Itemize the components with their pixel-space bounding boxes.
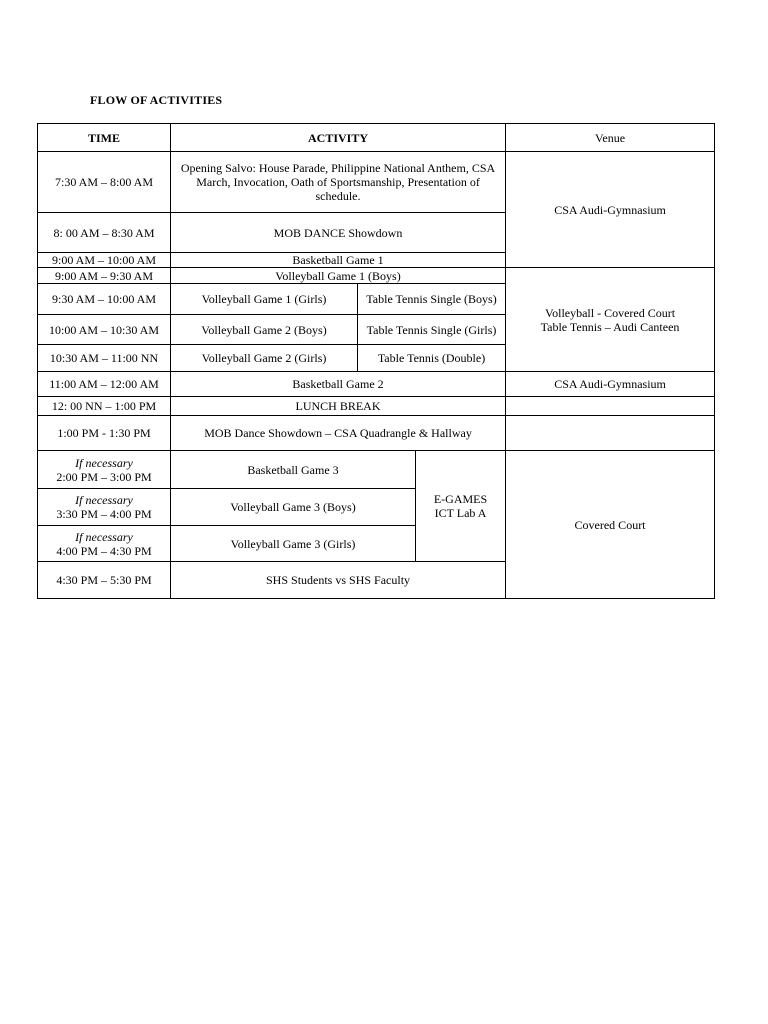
time-value: 3:30 PM – 4:00 PM: [56, 507, 152, 521]
venue-cell-empty: [506, 397, 715, 416]
activity-cell: Volleyball Game 2 (Boys): [171, 315, 358, 345]
table-row: [38, 152, 715, 213]
table-row: [38, 268, 715, 284]
activity-cell: Volleyball Game 2 (Girls): [171, 345, 358, 372]
venue-cell: Covered Court: [506, 451, 715, 599]
activity-cell: Basketball Game 1: [171, 253, 506, 268]
time-cell: 8: 00 AM – 8:30 AM: [38, 213, 171, 253]
conditional-note: If necessary: [75, 455, 133, 470]
activity-cell: Basketball Game 2: [171, 372, 506, 397]
time-cell: 10:30 AM – 11:00 NN: [38, 345, 171, 372]
venue-cell-empty: [506, 416, 715, 451]
activity-cell-secondary: Table Tennis (Double): [358, 345, 506, 372]
header-time: TIME: [38, 124, 171, 152]
time-cell: 9:00 AM – 10:00 AM: [38, 253, 171, 268]
time-cell: [38, 526, 171, 562]
page-title: FLOW OF ACTIVITIES: [90, 93, 223, 107]
header-activity: ACTIVITY: [171, 124, 506, 152]
activity-cell-secondary: Table Tennis Single (Girls): [358, 315, 506, 345]
activity-cell: Volleyball Game 3 (Boys): [171, 489, 416, 526]
venue-line: Table Tennis – Audi Canteen: [540, 319, 680, 334]
time-cell: [38, 489, 171, 526]
table-row: [38, 451, 715, 489]
egames-label: E-GAMES: [433, 492, 488, 506]
conditional-note: If necessary: [75, 529, 133, 544]
time-cell: 11:00 AM – 12:00 AM: [38, 372, 171, 397]
activity-cell: Volleyball Game 1 (Girls): [171, 284, 358, 315]
activity-cell: MOB Dance Showdown – CSA Quadrangle & Hallway: [171, 416, 506, 451]
activity-cell: Volleyball Game 1 (Boys): [171, 268, 506, 284]
venue-cell: CSA Audi-Gymnasium: [506, 152, 715, 268]
header-venue: Venue: [506, 124, 715, 152]
activity-cell: LUNCH BREAK: [171, 397, 506, 416]
table-row: [38, 416, 715, 451]
activity-cell: Volleyball Game 3 (Girls): [171, 526, 416, 562]
time-cell: 1:00 PM - 1:30 PM: [38, 416, 171, 451]
time-cell: 9:30 AM – 10:00 AM: [38, 284, 171, 315]
time-cell: 4:30 PM – 5:30 PM: [38, 562, 171, 599]
venue-line: Volleyball - Covered Court: [544, 305, 676, 320]
time-cell: 7:30 AM – 8:00 AM: [38, 152, 171, 213]
activity-cell-secondary: Table Tennis Single (Boys): [358, 284, 506, 315]
time-cell: [38, 451, 171, 489]
activity-cell: Basketball Game 3: [171, 451, 416, 489]
time-cell: 10:00 AM – 10:30 AM: [38, 315, 171, 345]
activity-cell: SHS Students vs SHS Faculty: [171, 562, 506, 599]
activity-cell: Opening Salvo: House Parade, Philippine National Anthem, CSA March, Invocation, Oath of Sportsmanship, Presentation of schedule.: [171, 152, 506, 213]
table-row: [38, 372, 715, 397]
egames-venue: ICT Lab A: [434, 506, 487, 520]
venue-cell: [506, 268, 715, 372]
activity-cell: MOB DANCE Showdown: [171, 213, 506, 253]
table-row: [38, 397, 715, 416]
time-value: 2:00 PM – 3:00 PM: [56, 469, 152, 484]
schedule-table: [37, 123, 715, 599]
time-value: 4:00 PM – 4:30 PM: [56, 543, 152, 558]
conditional-note: If necessary: [75, 493, 133, 507]
egames-cell: [416, 451, 506, 562]
time-cell: 9:00 AM – 9:30 AM: [38, 268, 171, 284]
table-header-row: [38, 124, 715, 152]
time-cell: 12: 00 NN – 1:00 PM: [38, 397, 171, 416]
venue-cell: CSA Audi-Gymnasium: [506, 372, 715, 397]
